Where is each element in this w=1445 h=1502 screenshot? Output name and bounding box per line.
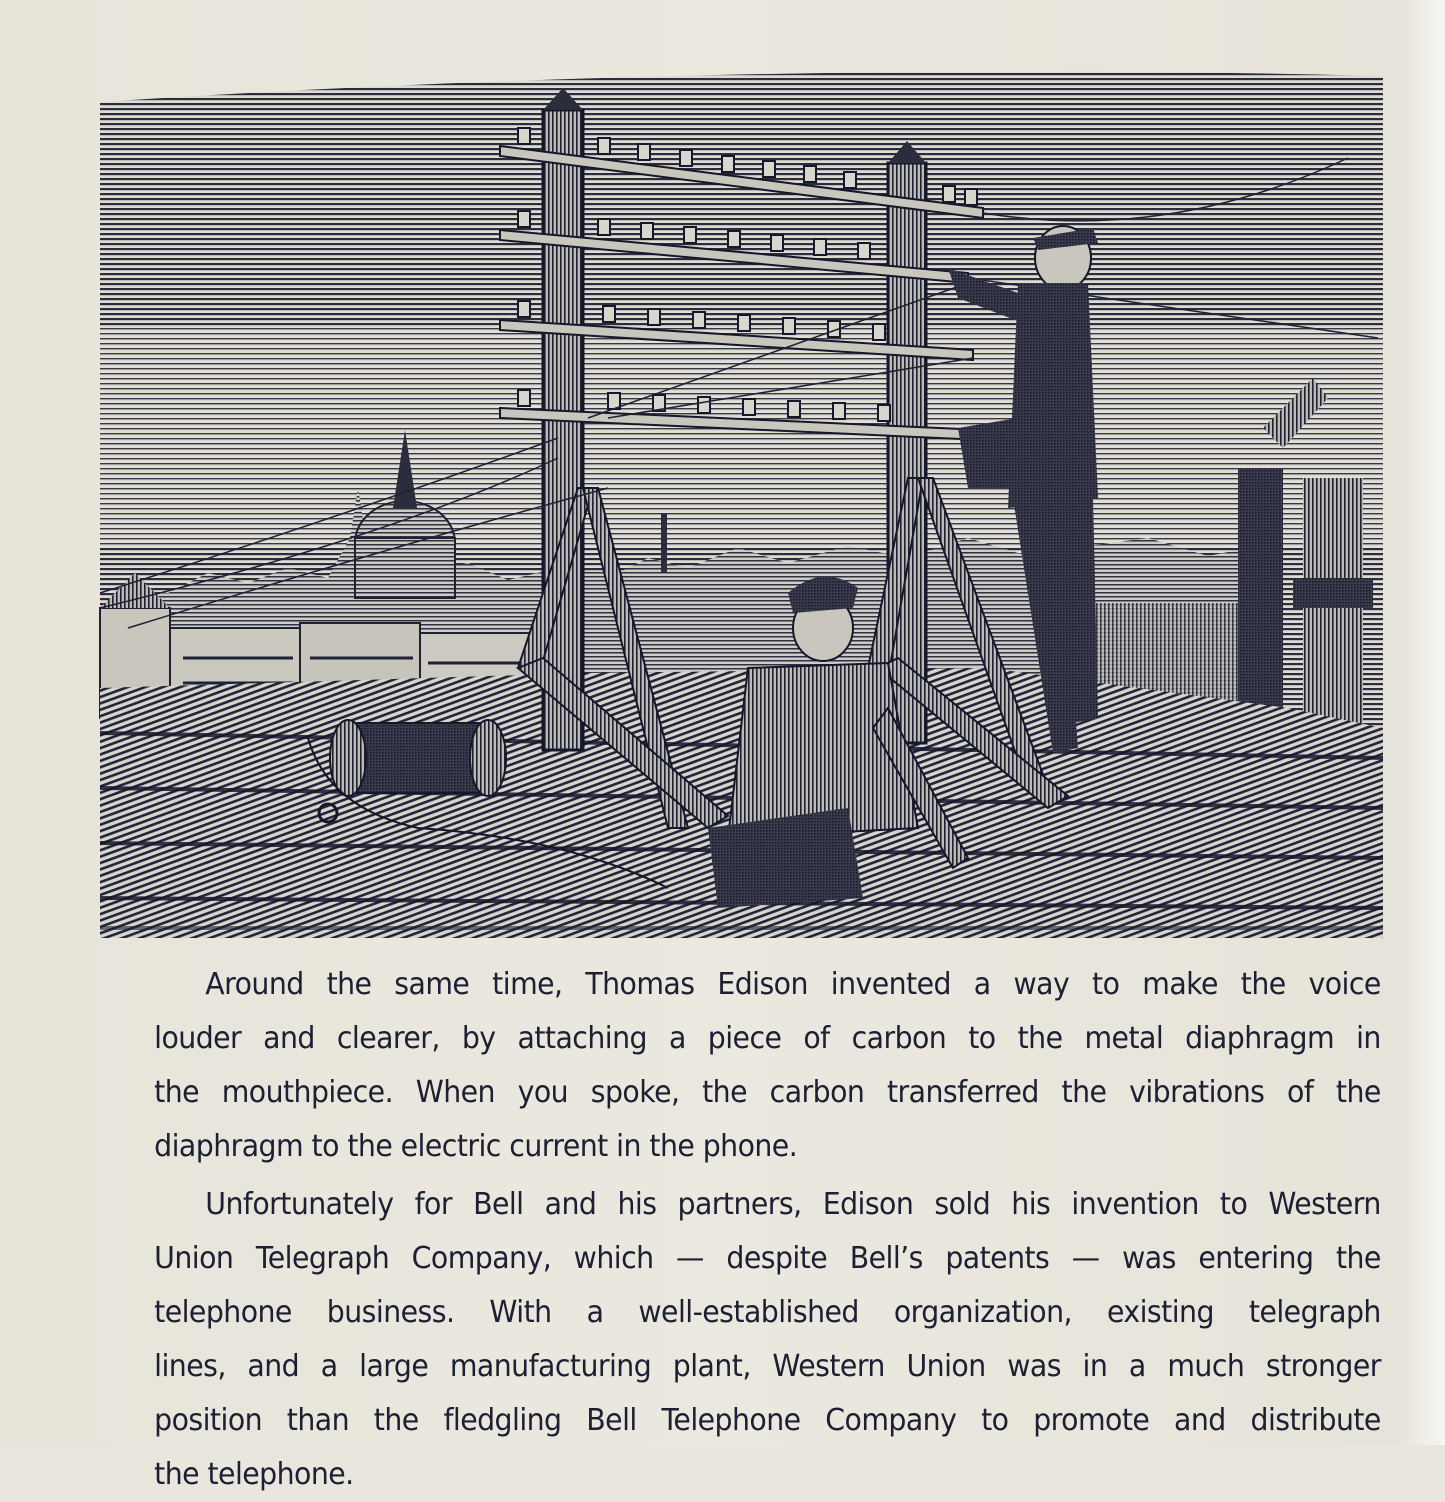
paragraph-1	[103, 958, 1381, 1174]
text-line: Around the same time, Thomas Edison invented a way to make the voice	[205, 967, 1381, 1002]
text-line: position than the fledgling Bell Telephone Company to promote and distribute	[154, 1403, 1381, 1438]
text-line: Union Telegraph Company, which — despite Bell’s patents — was entering the	[154, 1241, 1381, 1276]
text-line: Unfortunately for Bell and his partners, Edison sold his invention to Western	[205, 1187, 1381, 1222]
body-text	[103, 958, 1381, 1502]
engraving-illustration	[88, 68, 1388, 938]
text-line: telephone business. With a well-established organization, existing telegraph	[154, 1295, 1381, 1330]
paragraph-2	[103, 1178, 1381, 1502]
text-line: diaphragm to the electric current in the phone.	[154, 1129, 798, 1164]
text-line: the telephone.	[154, 1457, 354, 1492]
page-edge	[1400, 0, 1445, 1445]
text-line: louder and clearer, by attaching a piece of carbon to the metal diaphragm in	[154, 1021, 1381, 1056]
text-line: lines, and a large manufacturing plant, Western Union was in a much stronger	[154, 1349, 1381, 1384]
text-line: the mouthpiece. When you spoke, the carbon transferred the vibrations of the	[154, 1075, 1381, 1110]
